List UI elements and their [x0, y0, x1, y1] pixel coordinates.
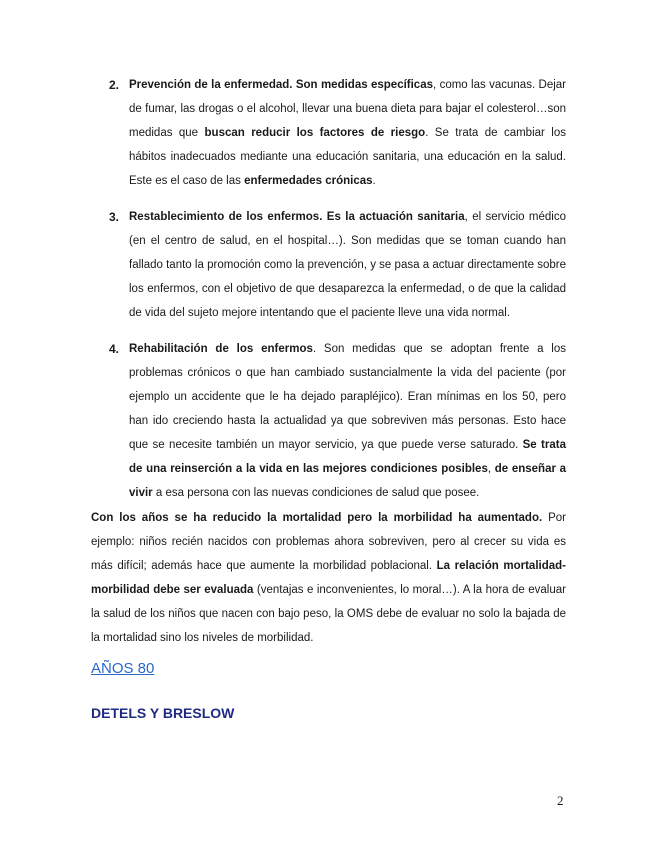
page-number: 2 — [557, 793, 564, 808]
heading-link-anos-80[interactable]: AÑOS 80 — [91, 660, 155, 677]
list-number: 3. — [109, 210, 120, 224]
text-bold: La relación mortalidad-morbilidad debe ser evaluada — [91, 560, 566, 596]
text-run: . Son medidas que se adoptan frente a los problemas crónicos o que han cambiado sustancialmente la vida del paciente (por ejemplo un accidente que le ha dejado parapléjico). Eran mínimas en los 50, pero han ido creciendo hasta la actualidad ya que sobreviven más personas. Esto hace que se necesite también un mayor servicio, ya que puede verse saturado. — [129, 343, 567, 451]
section-heading: DETELS Y BRESLOW — [91, 705, 235, 721]
list-item-text — [129, 337, 566, 505]
text-bold: Prevención de la enfermedad. Son medidas específicas — [129, 79, 433, 91]
text-run: , como las vacunas. Dejar de fumar, las drogas o el alcohol, llevar una buena dieta para bajar el colesterol…son medidas que — [129, 79, 566, 139]
body-paragraph — [91, 506, 566, 650]
text-bold: buscan reducir los factores de riesgo — [204, 127, 426, 139]
text-bold: Rehabilitación de los enfermos — [129, 343, 313, 355]
text-run: , el servicio médico (en el centro de salud, en el hospital…). Son medidas que se toman cuando han fallado tanto la promoción como la prevención, y se pasa a actuar directamente sobre los enfermos, con el objetivo de que desaparezca la enfermedad, o de que la calidad de vida del sujeto mejore intentando que el paciente lleve una vida normal. — [129, 211, 566, 319]
text-bold: Restablecimiento de los enfermos. Es la actuación sanitaria — [129, 211, 465, 223]
text-run: . Se trata de cambiar los hábitos inadecuados mediante una educación sanitaria, una educación en la salud. Este es el caso de las — [129, 127, 566, 187]
list-item-3 — [91, 205, 566, 325]
list-number: 2. — [109, 78, 120, 92]
list-number: 4. — [109, 342, 120, 356]
text-run: , — [487, 463, 495, 475]
list-item-text — [129, 205, 566, 325]
numbered-list — [91, 73, 566, 505]
text-run: . — [372, 175, 376, 187]
list-item-4 — [91, 337, 566, 505]
text-run: Por ejemplo: niños recién nacidos con problemas ahora sobreviven, pero al crecer su vida es más difícil; además hace que aumente la morbilidad poblacional. — [91, 512, 566, 572]
text-bold: de enseñar a vivir — [129, 463, 567, 499]
text-run: a esa persona con las nuevas condiciones de salud que posee. — [152, 487, 480, 499]
text-bold: enfermedades crónicas — [244, 175, 373, 187]
list-item-2 — [91, 73, 566, 193]
text-bold: Con los años se ha reducido la mortalidad pero la morbilidad ha aumentado. — [91, 512, 543, 524]
text-bold: Se trata de una reinserción a la vida en las mejores condiciones posibles — [129, 439, 566, 475]
list-item-text — [129, 73, 566, 193]
text-run: (ventajas e inconvenientes, lo moral…). A la hora de evaluar la salud de los niños que nacen con bajo peso, la OMS debe de evaluar no solo la bajada de la mortalidad sino los niveles de morbilidad. — [91, 584, 566, 644]
